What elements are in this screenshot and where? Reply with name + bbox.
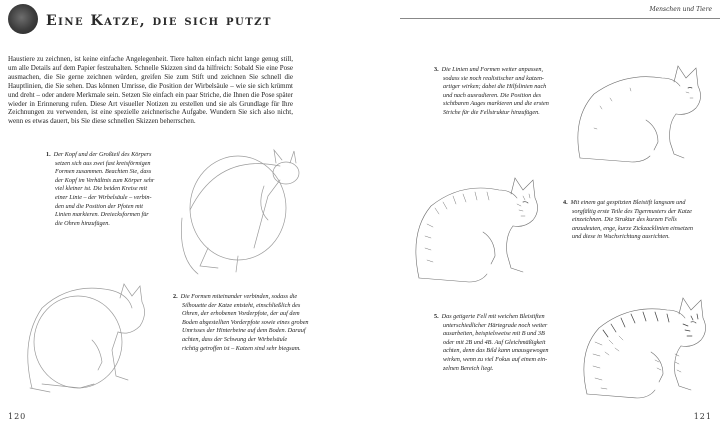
sketch-step-3 <box>570 58 720 168</box>
step-line: sorgfältig erste Teile des Tigermusters der Katze <box>572 207 692 215</box>
page-number-right: 121 <box>693 412 712 421</box>
step-line: achten, dass der Schwung der Wirbelsäule <box>182 335 288 343</box>
step-line: wirken, wenn zu viel Fokus auf einem ein- <box>443 355 548 363</box>
step-line: artiger wirken; dabei die Hilfslinien nach <box>443 83 547 91</box>
chapter-rule <box>400 18 720 19</box>
step-number: 4. <box>563 199 568 206</box>
step-line: Silhouette der Katze entsteht, einschließlich des <box>182 301 301 309</box>
step-line: sodass sie noch realistischer und katzen- <box>443 74 544 82</box>
step-line: viel kleiner ist. Die beiden Kreise mit <box>55 185 148 193</box>
step-line: Striche für die Fellstruktur hinzufügen. <box>443 108 540 116</box>
title-circle-ornament <box>8 4 38 34</box>
step-line: einzeichnen. Die Struktur des kurzen Fells <box>572 216 677 224</box>
step-line: sichtbaren Auges markieren und die ersten <box>443 100 549 108</box>
step-line: Die Formen miteinander verbinden, sodass die <box>180 293 298 300</box>
step-line: zelnen Bereich liegt. <box>443 364 494 372</box>
intro-paragraph: Haustiere zu zeichnen, ist keine einfache Angelegenheit. Tiere halten einfach nicht lange genug still, um alle Details auf dem Papier festzuhalten. Schnelle Skizzen sind da hilfreich: Sobald Sie eine Pose ausmachen, die Sie gerne zeichnen würden, greifen Sie zum Stift und zeichnen Sie schnell die Hauptlinien, die Sie sehen. Das können Umrisse, die Position der Wirbelsäule – wie sie sich krümmt und dreht – oder andere Merkmale sein. Setzen Sie einfach ein paar Striche, die Ihnen die Pose später wieder in Erinnerung rufen. Diese Art visueller Notizen zu erstellen und sie als Grundlage für Ihre Zeichnungen zu verwenden, ist eine spezielle zeichnerische Aufgabe. Wundern Sie sich also nicht, wenn es etwas dauert, bis Sie diese schnellen Skizzen beherrschen. <box>8 55 293 126</box>
step-line: den und die Position der Pfoten mit <box>55 202 143 210</box>
step-number: 2. <box>173 293 178 300</box>
step-line: ausarbeiten, beispielsweise mit B und 3B <box>443 330 545 338</box>
sketch-step-5 <box>575 290 720 405</box>
step-line: Der Kopf und der Großteil des Körpers <box>53 151 152 158</box>
step-line: oder mit 2B und 4B. Auf Gleichmäßigkeit <box>443 338 546 346</box>
sketch-step-1 <box>168 148 328 288</box>
step-line: achten, denn das Bild kann unausgewogen <box>443 347 549 355</box>
step-line: richtig getroffen ist – Katzen sind sehr biegsam. <box>182 344 301 352</box>
step-line: setzen sich aus zwei fast kreisförmigen <box>55 159 151 167</box>
step-line: Umrisses der Hinterbeine auf dem Boden. Darauf <box>182 327 306 335</box>
step-line: Das getigerte Fell mit weichen Bleistiften <box>441 313 545 320</box>
chapter-label: Menschen und Tiere <box>649 6 712 13</box>
step-number: 1. <box>46 151 51 158</box>
step-line: anzudeuten, enge, kurze Zickzacklinien einsetzen <box>572 224 693 232</box>
page-title: Eine Katze, die sich putzt <box>46 13 272 29</box>
step-line: die Ohren hinzufügen. <box>55 219 110 227</box>
step-2-text <box>173 293 353 353</box>
step-line: Die Linien und Formen weiter anpassen, <box>441 66 544 73</box>
step-line: Formen zusammen. Beachten Sie, dass <box>55 168 152 176</box>
step-4-text <box>563 199 720 242</box>
step-number: 5. <box>434 313 439 320</box>
step-3-text <box>434 66 574 118</box>
step-line: und nach ausradieren. Die Position des <box>443 91 542 99</box>
step-number: 3. <box>434 66 439 73</box>
step-5-text <box>434 313 574 373</box>
step-line: einer Linie – der Wirbelsäule – verbin- <box>55 193 152 201</box>
step-line: Linien markieren. Dreiecksformen für <box>55 211 149 219</box>
step-line: und diese in Wuchsrichtung ausrichten. <box>572 233 670 241</box>
step-line: Boden abgestellten Vorderpfote sowie eines groben <box>182 318 309 326</box>
step-line: unterschiedlicher Härtegrade noch weiter <box>443 321 548 329</box>
step-line: Mit einem gut gespitzten Bleistift langsam und <box>570 199 686 206</box>
page-number-left: 120 <box>8 412 27 421</box>
step-line: der Kopf im Verhältnis zum Körper sehr <box>55 176 155 184</box>
step-line: Ohren, der erhobenen Vorderpfote, der auf dem <box>182 310 300 318</box>
sketch-step-2 <box>20 280 160 400</box>
sketch-step-4 <box>405 168 555 288</box>
